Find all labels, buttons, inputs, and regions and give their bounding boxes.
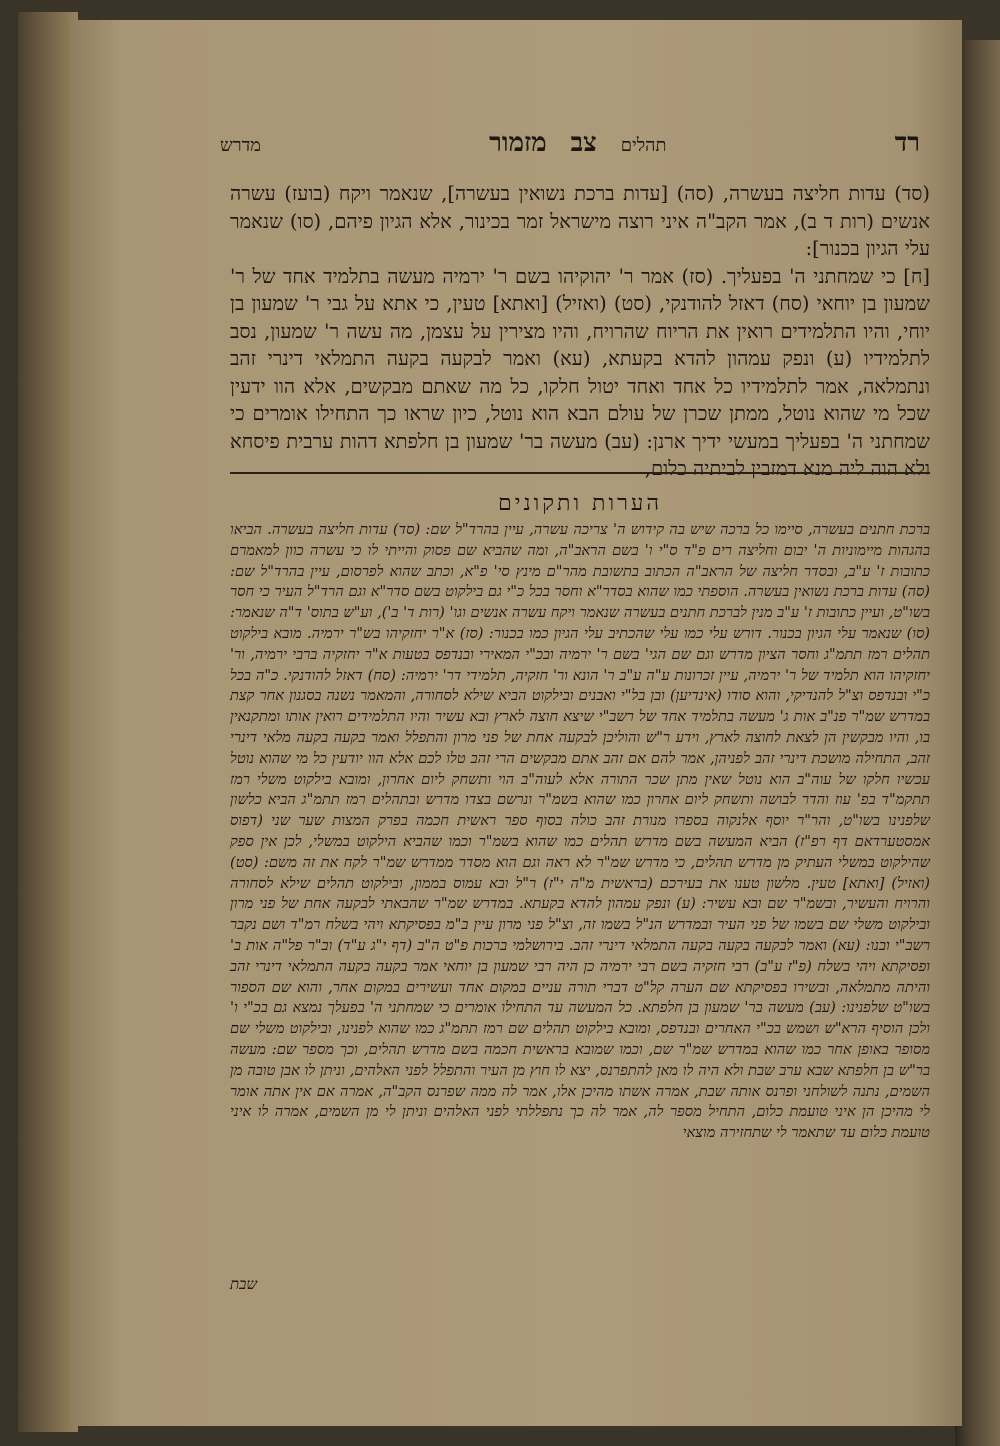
running-head — [220, 128, 920, 168]
main-text — [230, 180, 930, 483]
main-paragraph-2: [ח] כי שמחתני ה' בפעליך. (סז) אמר ר' יהוקיהו בשם ר' ירמיה מעשה בתלמיד אחד של ר' שמעון בן יוחאי (סח) דאזל להודנקי, (סט) (ואזיל) [ואתא] טעין, כי אתא על גבי ר' שמעון בן יוחי, והיו התלמידים רואין את הריוח שהרויח, והיו מצירין על עצמן, מה עשה ר' שמעון, נסב לתלמידיו (ע) ונפק עמהון להדא בקעתא, (עא) ואמר לבקעה בקעה התמלאי דינרי זהב ונתמלאה, אמר לתלמידיו כל אחד ואחד יטול חלקו, כל מה שאתם מבקשים, אלא הוו ידעין שכל מי שהוא נוטל, ממתן שכרן של עולם הבא הוא נוטל, כיון שראו כך התחילו אומרים כי שמחתני ה' בפעליך במעשי ידיך ארנן: (עב) מעשה בר' שמעון בן חלפתא דהות ערבית פיסחא ולא הוה ליה מנא דמזבין לביתיה כלום, — [230, 264, 930, 480]
book-page — [70, 20, 962, 1426]
section-divider — [230, 472, 930, 474]
page-stack-edge — [18, 12, 78, 1432]
catchword: שבת — [230, 1275, 257, 1293]
main-paragraph-1: (סד) עדות חליצה בעשרה, (סה) [עדות ברכת נשואין בעשרה], שנאמר ויקח (בועז) עשרה אנשים (רות ד ב), אמר הקב"ה איני רוצה מישראל זמר בכינור, אלא הגיון פיהם, (סו) שנאמר עלי הגיון בכנור]: — [230, 182, 930, 260]
notes-title: הערות ותקונים — [497, 491, 663, 516]
running-head-title — [489, 128, 666, 158]
psalm-label: מזמור — [489, 128, 547, 158]
psalm-number: צב — [570, 128, 597, 158]
midrash-label: מדרש — [220, 135, 261, 156]
notes-paragraph: ברכת חתנים בעשרה, סיימו כל ברכה שיש בה קידוש ה' צריכה עשרה, עיין בהרד"ל שם: (סד) עדות חליצה בעשרה. הביאו בהגהות מיימוניות ה' יבום וחליצה רים פ"ד ס"י ו' בשם הראב"ה, ומה שהביא שם פסוק והייתי לו כי עשרה כוון למאמרם כתובות ז' ע"ב, ובסדר חליצה של הראב"ה הכתוב בתשובת מהר"ם מינץ סי' פ"א, וכתב שהוא לפרסום, עיין בהרד"ל שם: (סה) עדות ברכת נשואין בעשרה. הוספתי כמו שהוא בסדר"א וחסר בכל כ"י גם בילקוט בשם סדר"א וגם הרד"ל העיר כי חסר בשו"ט, ועיין כתובות ז' ע"ב מנין לברכת חתנים בעשרה שנאמר ויקח עשרה אנשים וגו' (רות ד' ב'), וע"ש בתוס' ד"ה שנאמר: (סו) שנאמר עלי הגיון בכנור. דורש עלי כמו עלי שהכתיב עלי הגיון כמו בכנור: (סז) א"ר יחזקיהו בש"ר ירמיה. מובא בילקוט תהלים רמז תתמ"ג וחסר הציון מדרש וגם שם הגי' בשם ר' ירמיה ובכ"י המאירי ובנדפס בטעות א"ר יחזקיה ברבי ירמיה, ור' יחזקיהו הוא תלמיד של ר' ירמיה, עיין זכרונות ע"ה ע"ב ר' הונא ור' חזקיה, תלמידי דר' ירמיה: (סח) דאזל להודנקי. כ"ה בכל כ"י ובנדפס וצ"ל להנדיקי, והוא סודו (אינדיען) ובן בל"י ואבנים ובילקוט הביא שילא לסחורה, והמאמר נשנה בסגנון אחר קצת במדרש שמ"ר פנ"ב אות ג' מעשה בתלמיד אחד של רשב"י שיצא חוצה לארץ ובא עשיר והיו התלמידים רואין אותו ומתקנאין בו, והיו מבקשין הן לצאת לחוצה לארץ, וידע ר"ש והוליכן לבקעה אחת של פני מרון והתפלל ואמר בקעה בקעה מלאי דינרי זהב, התחילה מושכת דינרי זהב לפניהן, אמר להם אם זהב אתם מבקשים הרי זהב טלו לכם אלא הוו יודעין כל מי שהוא נוטל עכשיו חלקו של עוה"ב הוא נוטל שאין מתן שכר התורה אלא לעוה"ב הוי ותשחק ליום אחרון, ומובא בילקוט משלי רמז תתקמ"ד בפ' עוז והדר לבושה ותשחק ליום אחרון כמו שהוא בשמ"ר ונרשם בצדו מדרש ובתהלים רמז תתמ"ג הביא כלשון שלפנינו בשו"ט, והר"ר יוסף אלנקוה בספרו מנורת זהב כולה בסוף ספר ראשית חכמה בפרק המצות שער שני (דפוס אמסטערדאם דף רפ"ז) הביא המעשה בשם מדרש תהלים כמו שהוא בשמ"ר וכמו שהביא הילקוט במשלי, לכן אין ספק שהילקוט במשלי העתיק מן מדרש תהלים, כי מדרש שמ"ר לא ראה וגם הוא מסדר ממדרש שמ"ר לקח את זה משם: (סט) (ואזיל) [ואתא] טעין. מלשון טענו את בעירכם (בראשית מ"ה י"ז) ר"ל ובא עמוס בממון, ובילקוט תהלים שילא לסחורה והרויח והעשיר, ובשמ"ר שם ובא עשיר: (ע) ונפק עמהון להדא בקעתא. במדרש שמ"ר שהבאתי לבקעה אחת של פני מרון ובילקוט משלי שם בשמו של פני העיר ובמדרש הנ"ל בשמו זה, וצ"ל פני מרון עיין ב"מ בפסיקתא ויהי בשלח רמ"ד ושם נקבר רשב"י ובנו: (עא) ואמר לבקעה בקעה בקעה התמלאי דינרי זהב. בירושלמי ברכות פ"ט ה"ב (דף י"ג ע"ד) וב"ר פל"ה אות ב' ופסיקתא ויהי בשלח (פ"ז ע"ב) רבי חזקיה בשם רבי ירמיה כן היה רבי שמעון בן יוחאי אמר בקעה בקעה התמלאי דינרי זהב והיתה מתמלאה, ובשירו בפסיקתא שם הערה קל"ט דברי תורה עניים במקום אחד ועשירים במקום אחר, והוא שם הספור בשו"ט שלפנינו: (עב) מעשה בר' שמעון בן חלפתא. כל המעשה עד התחילו אומרים כי שמחתני ה' בפעלך נמצא גם בכ"י ו' ולכן הוסיף הרא"ש ושמש בכ"י האחרים ובנדפס, ומובא בילקוט תהלים שם רמז תתמ"ג כמו שהוא לפנינו, ובילקוט משלי שם מסופר באופן אחר כמו שהוא במדרש שמ"ר שם, וכמו שמובא בראשית חכמה בשם מדרש תהלים, וכך מספר שם: מעשה בר"ש בן חלפתא שבא ערב שבת ולא היה לו מאן להתפרנס, יצא לו חוץ מן העיר והתפלל לפני האלהים, וניתן לו אבן טובה מן השמים, נתנה לשולחני ופרנס אותה שבת, אמרה אשתו מהיכן אלו, אמר לה ממה שפרנס הקב"ה, אמרה אם אין אתה אומר לי מהיכן הן איני טועמת כלום, התחיל מספר לה, אמר לה כך נתפללתי לפני האלהים וניתן לי מן השמים, אמרה לו איני טועמת כלום עד שתאמר לי שתחזירה מוצאי — [230, 521, 930, 1142]
book-name: תהלים — [620, 135, 667, 156]
page-marker: רד — [894, 128, 920, 158]
notes-text — [230, 520, 930, 1144]
